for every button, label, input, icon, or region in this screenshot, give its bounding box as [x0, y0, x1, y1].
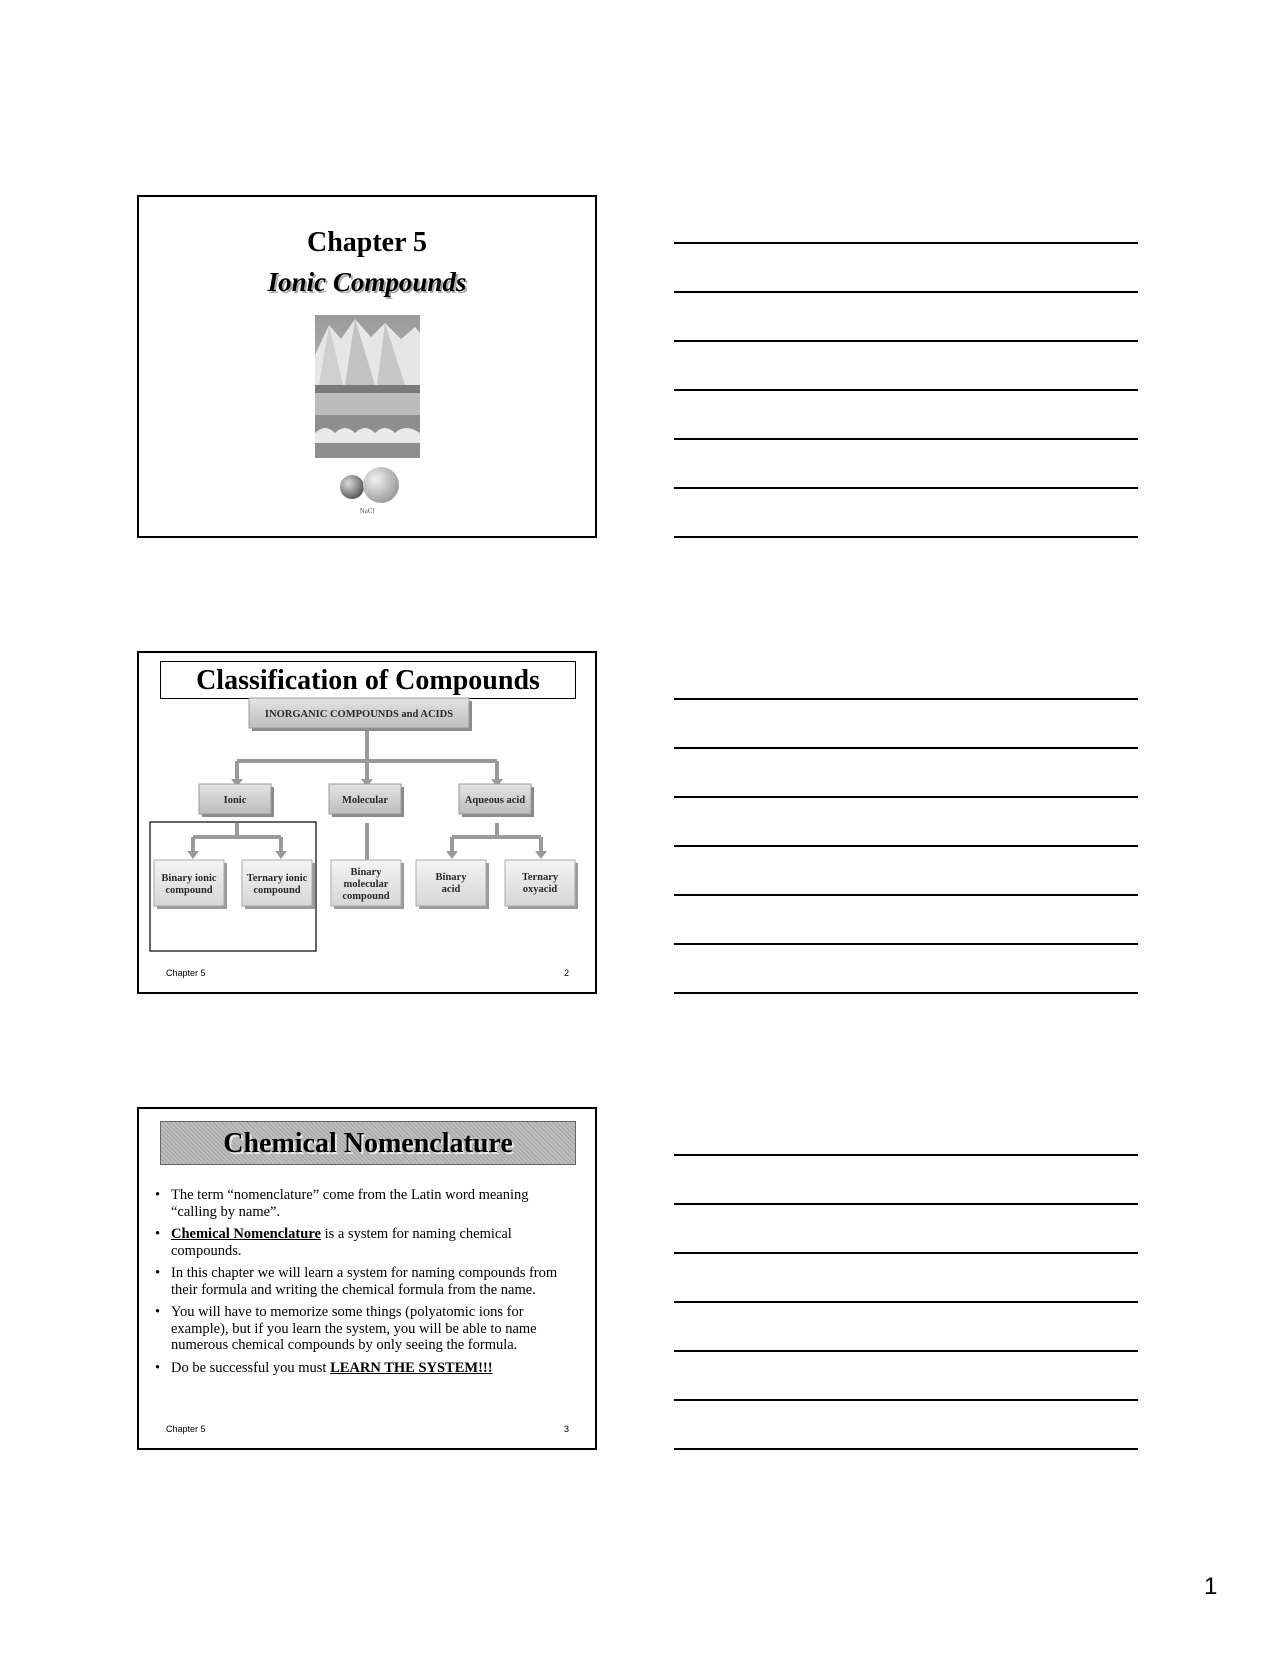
diagram-ternary-ionic-line1: Ternary ionic — [246, 873, 308, 884]
diagram-molecular-label: Molecular — [341, 795, 389, 806]
list-item: • Do be successful you must LEARN THE SYSTEM!!! — [155, 1359, 493, 1376]
diagram-root-label: INORGANIC COMPOUNDS and ACIDS — [264, 709, 454, 720]
note-line — [674, 1203, 1138, 1205]
list-item: • In this chapter we will learn a system for naming compounds from their formula and writing the chemical formula from the name. — [155, 1265, 558, 1298]
diagram-ternary-oxyacid-line1: Ternary — [521, 872, 559, 883]
note-line — [674, 1154, 1138, 1156]
bullet-list — [153, 1187, 573, 1382]
note-line — [674, 845, 1138, 847]
note-line — [674, 1301, 1138, 1303]
bullet-icon: • — [155, 1304, 161, 1320]
slide-title: Classification of Compounds — [160, 661, 576, 699]
note-line — [674, 1448, 1138, 1450]
slide-footer-left: Chapter 5 — [166, 1424, 206, 1434]
diagram-binary-molecular-line3: compound — [342, 891, 390, 902]
note-line — [674, 487, 1138, 489]
diagram-ternary-ionic-line2: compound — [253, 885, 301, 896]
note-line — [674, 340, 1138, 342]
slide-1 — [137, 195, 597, 538]
diagram-ionic-label: Ionic — [223, 795, 247, 806]
diagram-binary-molecular-line2: molecular — [343, 879, 389, 890]
classification-diagram — [139, 653, 595, 992]
note-line — [674, 291, 1138, 293]
note-line — [674, 438, 1138, 440]
note-line — [674, 698, 1138, 700]
bold-emphasis: LEARN THE SYSTEM!!! — [330, 1359, 493, 1376]
diagram-binary-acid-line2: acid — [441, 884, 461, 895]
diagram-aqueous-acid-label: Aqueous acid — [464, 795, 526, 806]
slide-title: Chapter 5 — [306, 227, 428, 258]
bullet-icon: • — [155, 1226, 161, 1242]
note-line — [674, 943, 1138, 945]
slide-number: 2 — [563, 968, 569, 978]
note-line — [674, 1350, 1138, 1352]
diagram-binary-molecular-line1: Binary — [350, 867, 382, 878]
note-line — [674, 894, 1138, 896]
note-line — [674, 796, 1138, 798]
bullet-icon: • — [155, 1265, 161, 1281]
slide-number: 3 — [563, 1424, 569, 1434]
image-caption: NaCl — [359, 507, 375, 515]
diagram-binary-ionic-line2: compound — [165, 885, 213, 896]
note-line — [674, 242, 1138, 244]
page-number: 1 — [1204, 1573, 1218, 1600]
slide-title: Chemical Nomenclature — [160, 1121, 576, 1165]
note-line — [674, 747, 1138, 749]
bold-term: Chemical Nomenclature — [171, 1226, 321, 1242]
diagram-binary-ionic-line1: Binary ionic — [161, 873, 217, 884]
note-line — [674, 389, 1138, 391]
diagram-binary-acid-line1: Binary — [435, 872, 467, 883]
note-line — [674, 536, 1138, 538]
note-line — [674, 1252, 1138, 1254]
salt-mountain-image — [315, 315, 420, 458]
list-item: • You will have to memorize some things (polyatomic ions for example), but if you learn the system, you will be able to name numerous chemical compounds by only seeing the formula. — [155, 1304, 537, 1353]
slide-2 — [137, 651, 597, 994]
slide-3 — [137, 1107, 597, 1450]
nacl-atoms-icon — [338, 465, 400, 505]
bullet-icon: • — [155, 1187, 161, 1203]
note-line — [674, 1399, 1138, 1401]
slide-subtitle: Ionic Compounds — [267, 267, 467, 297]
list-item: • The term “nomenclature” come from the Latin word meaning “calling by name”. — [155, 1187, 529, 1220]
list-item: • Chemical Nomenclature is a system for naming chemical compounds. — [155, 1226, 512, 1259]
bullet-icon: • — [155, 1359, 161, 1376]
diagram-ternary-oxyacid-line2: oxyacid — [522, 884, 558, 895]
slide-footer-left: Chapter 5 — [166, 968, 206, 978]
note-line — [674, 992, 1138, 994]
